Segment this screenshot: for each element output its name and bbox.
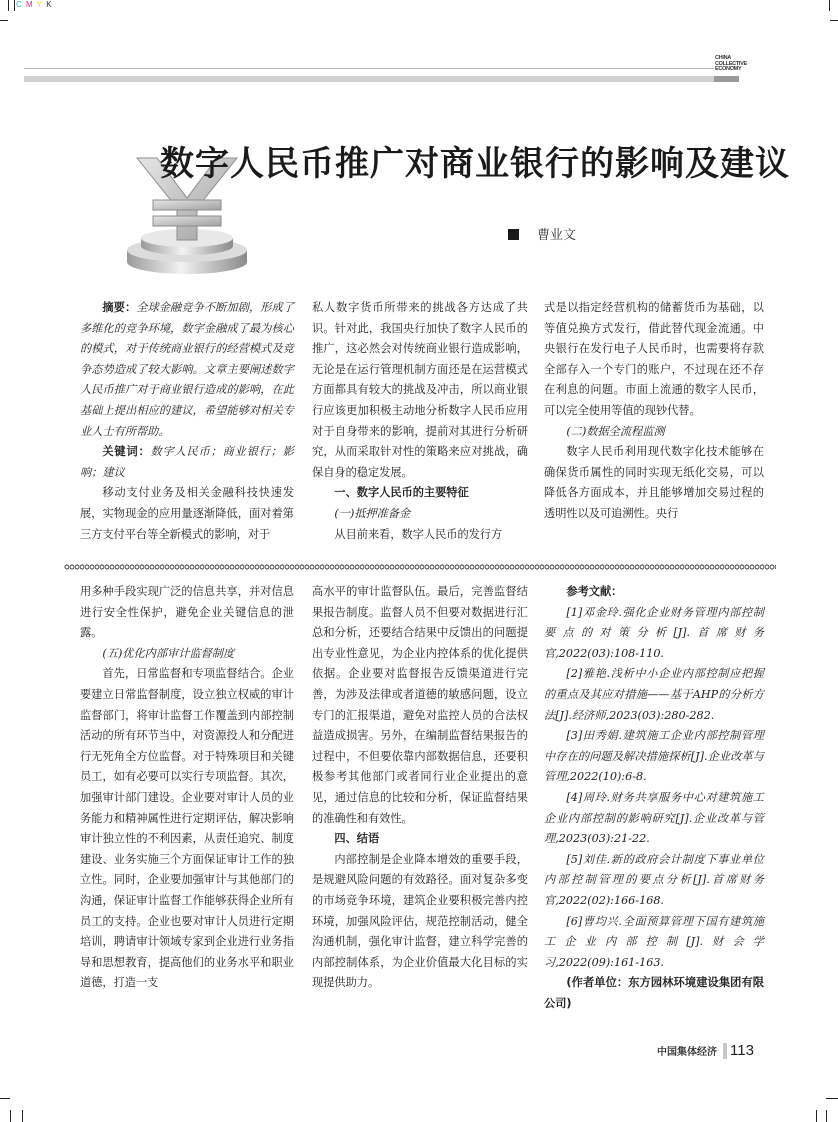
abstract-text: 全球金融竞争不断加剧，形成了多维化的竞争环境，数字金融成了最为核心的模式，对于传统商业银行的经营模式及竞争态势造成了较大影响。文章主要阐述数字人民币推广对于商业银行造成的影响，在此基础上提出相应的建议，希望能够对相关专业人士有所帮助。 [80,301,294,438]
crop-mark [830,20,838,21]
crop-mark [14,0,15,11]
crop-mark [826,1098,838,1099]
bottom-column-3 [544,582,764,1014]
body-paragraph: 从目前来看，数字人民币的发行方 [334,527,503,541]
top-column-3 [544,298,764,525]
reference-item: [5]刘佳.新的政府会计制度下事业单位内部控制管理的要点分析[J].首席财务官,2022(02):166-168. [544,852,764,907]
square-bullet-icon [508,229,519,240]
reference-item: [4]周玲.财务共享服务中心对建筑施工企业内部控制的影响研究[J].企业改革与管理,2023(03):21-22. [544,790,764,846]
chain-divider [64,564,776,570]
body-paragraph: 私人数字货币所带来的挑战各方达成了共识。针对此，我国央行加快了数字人民币的推广，这必然会对传统商业银行造成影响，无论是在运行管理机制方面还是在运营模式方面都具有较大的挑战及冲击，所以商业银行应该更加积极主动地分析数字人民币应用对于自身带来的影响，提前对其进行分析研究，从而采取针对性的策略来应对挑战，确保自身的稳定发展。 [312,301,528,479]
subsection-heading: (二)数据全流程监测 [566,424,665,438]
journal-logo [715,56,747,73]
crop-mark [0,20,8,21]
cmyk-c: C [16,0,23,9]
page-number: 113 [730,1042,754,1059]
top-column-2 [312,298,528,545]
logo-line: CHINA [715,55,731,61]
crop-mark [0,1098,10,1099]
keywords-text: 数字人民币；商业银行；影响；建议 [80,445,294,479]
intro-paragraph: 移动支付业务及相关金融科技快速发展，实物现金的应用量逐渐降低，面对着第三方支付平台等全新模式的影响，对于 [80,486,294,541]
logo-line: COLLECTIVE [715,60,747,67]
body-paragraph: 式是以指定经营机构的储蓄货币为基础，以等值兑换方式发行，借此替代现金流通。中央银行在发行电子人民币时，也需要将存款全部存入一个专门的账户，不过现在还不存在利息的问题。市面上流通的数字人民币，可以完全使用等值的现钞代替。 [544,301,764,417]
crop-mark [816,1110,817,1122]
bottom-column-2 [312,582,528,994]
section-heading: 一、数字人民币的主要特征 [334,486,469,500]
references-heading: 参考文献： [566,585,623,598]
body-paragraph: 高水平的审计监督队伍。最后，完善监督结果报告制度。监督人员不但要对数据进行汇总和分析，还要结合结果中反馈出的问题提出专业性意见，为企业内控体系的优化提供依据。企业要对监督报告反馈渠道进行完善，为涉及法律或者道德的敏感问题，设立专门的汇报渠道，避免对监控人员的合法权益造成损害。另外，在编制监督结果报告的过程中，不但要依靠内部数据信息，还要积极参考其他部门或者同行业企业提出的意见，通过信息的比较和分析，保证监督结果的准确性和有效性。 [312,585,528,825]
body-paragraph: 首先，日常监督和专项监督结合。企业要建立日常监督制度，设立独立权威的审计监督部门，将审计监督工作覆盖到内部控制活动的所有环节当中，对资源投人和分配进行无死角全方位监督。对于特殊项目和关键员工，如有必要可以实行专项监督。其次，加强审计部门建设。企业要对审计人员的业务能力和精神属性进行定期评估，解决影响审计独立性的不利因素，从责任追究、制度建设、业务实施三个方面保证审计工作的独立性。同时，企业要加强审计与其他部门的沟通，保证审计监督工作能够获得企业所有员工的支持。企业也要对审计人员进行定期培训，聘请审计领域专家到企业进行业务指导和思想教育，提高他们的业务水平和职业道德，打造一支 [80,667,294,990]
subsection-heading: (一)抵押准备金 [334,506,411,520]
logo-line: ECONOMY [715,66,742,72]
body-paragraph: 内部控制是企业降本增效的重要手段，是规避风险问题的有效路径。面对复杂多变的市场竞争环境，建筑企业要积极完善内控环境，加强风险评估，规范控制活动，健全沟通机制，强化审计监督，建立科学完善的内部控制体系，为企业价值最大化目标的实现提供助力。 [312,852,528,990]
crop-mark [22,1110,23,1122]
cmyk-y: Y [36,0,43,9]
header-band [24,76,714,82]
crop-mark [8,0,9,11]
reference-item: [6]曹均兴.全面预算管理下国有建筑施工企业内部控制[J].财会学习,2022(09):161-163. [544,914,764,969]
section-heading: 四、结语 [334,832,380,846]
body-paragraph: 数字人民币利用现代数字化技术能够在确保货币属性的同时实现无纸化交易，可以降低各方面成本，并且能够增加交易过程的透明性以及可追溯性。央行 [544,445,764,520]
reference-item: [1]邓金玲.强化企业财务管理内部控制要点的对策分析[J].首席财务官,2022(03):108-110. [544,605,764,660]
journal-name: 中国集体经济 [657,1047,717,1058]
cmyk-m: M [26,0,34,9]
footer-bar [723,1043,727,1059]
cmyk-color-marks [16,0,53,9]
crop-mark [10,1110,11,1122]
page-footer [657,1042,754,1059]
subsection-heading: (五)优化内部审计监督制度 [102,646,235,660]
crop-mark [829,0,830,11]
author-affiliation: (作者单位：东方园林环境建设集团有限公司) [544,976,764,1010]
author-byline [508,224,576,243]
author-name: 曹业文 [537,228,577,243]
reference-item: [3]田秀娟.建筑施工企业内部控制管理中存在的问题及解决措施探析[J].企业改革与管理,2022(10):6-8. [544,729,764,784]
header-band-accent [714,76,739,82]
body-paragraph: 用多种手段实现广泛的信息共享，并对信息进行安全性保护，避免企业关键信息的泄露。 [80,585,294,640]
keywords-label: 关键词： [102,445,151,459]
cmyk-k: K [46,0,53,9]
reference-item: [2]雅艳.浅析中小企业内部控制应把握的重点及其应对措施——基于AHP的分析方法[J].经济师,2023(03):280-282. [544,667,764,722]
crop-mark [826,1110,827,1122]
bottom-column-1 [80,582,294,994]
article-title: 数字人民币推广对商业银行的影响及建议 [160,144,790,184]
abstract-label: 摘要： [102,301,137,314]
header-rule [24,68,714,69]
top-column-1 [80,298,294,545]
